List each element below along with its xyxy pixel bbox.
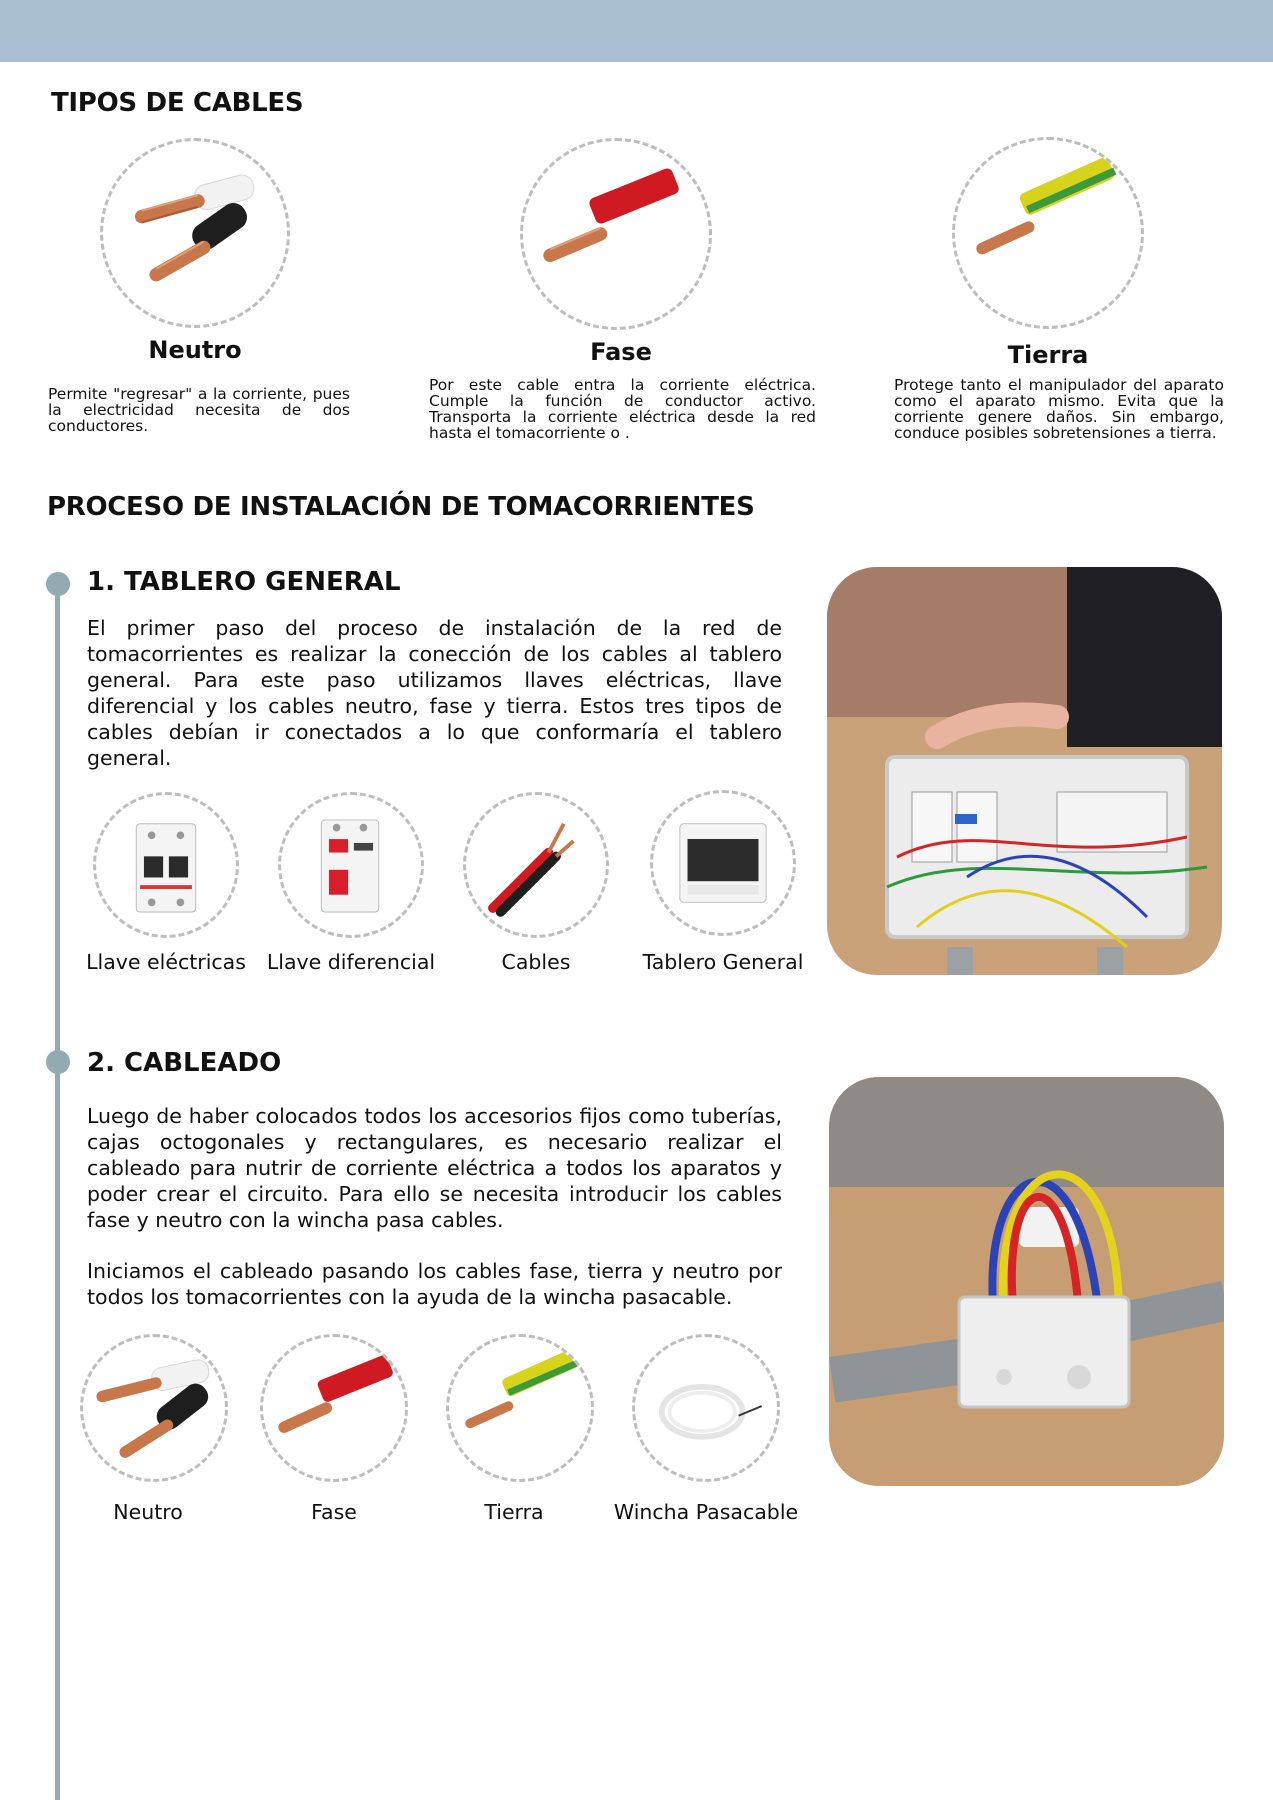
wincha-pasacable-image <box>632 1334 780 1482</box>
step-1-title: 1. TABLERO GENERAL <box>87 567 401 597</box>
wincha-pasacable-caption: Wincha Pasacable <box>613 1500 799 1524</box>
step-2-title: 2. CABLEADO <box>87 1048 282 1078</box>
neutro-item-image <box>80 1334 228 1482</box>
llave-electricas-image <box>93 792 239 938</box>
step-1-photo <box>827 567 1222 975</box>
fase-title: Fase <box>590 338 652 366</box>
tierra-description: Protege tanto el manipulador del aparato como el aparato mismo. Evita que la corriente genere daños. Sin embargo, conduce posibles sobretensiones a tierra. <box>894 376 1224 442</box>
fase-description: Por este cable entra la corriente eléctrica. Cumple la función de conductor activo. Transporta la corriente eléctrica desde la red hasta el tomacorriente o . <box>429 376 816 442</box>
step-2-paragraph-1: Luego de haber colocados todos los accesorios fijos como tuberías, cajas octogonales y rectangulares, es necesario realizar el cableado para nutrir de corriente eléctrica a todos los aparatos y poder crear el circuito. Para ello se necesita introducir los cables fase y neutro con la wincha pasa cables. <box>87 1104 782 1232</box>
neutro-title: Neutro <box>148 336 242 364</box>
fase-cable-image <box>520 138 712 330</box>
llave-diferencial-caption: Llave diferencial <box>266 950 436 974</box>
tierra-title: Tierra <box>1007 341 1089 369</box>
fase-item-caption: Fase <box>311 1500 357 1524</box>
step-1-paragraph: El primer paso del proceso de instalación de la red de tomacorrientes es realizar la conección de los cables al tablero general. Para este paso utilizamos llaves eléctricas, llave diferencial y los cables neutro, fase y tierra. Estos tres tipos de cables debían ir conectados a lo que conformaría el tablero general. <box>87 616 782 770</box>
cables-caption: Cables <box>501 950 571 974</box>
tierra-cable-image <box>952 137 1144 329</box>
tierra-item-caption: Tierra <box>484 1500 544 1524</box>
tablero-general-caption: Tablero General <box>642 950 804 974</box>
process-heading: PROCESO DE INSTALACIÓN DE TOMACORRIENTES <box>47 492 755 522</box>
neutro-cable-image <box>100 138 290 328</box>
header-band <box>0 0 1273 62</box>
cables-image <box>463 792 609 938</box>
neutro-description: Permite "regresar" a la corriente, pues la electricidad necesita de dos conductores. <box>48 385 350 435</box>
tierra-item-image <box>446 1334 594 1482</box>
step-2-paragraph-2: Iniciamos el cableado pasando los cables fase, tierra y neutro por todos los tomacorrientes con la ayuda de la wincha pasacable. <box>87 1259 782 1309</box>
tablero-general-image <box>650 790 796 936</box>
llave-diferencial-image <box>278 792 424 938</box>
neutro-item-caption: Neutro <box>113 1500 183 1524</box>
cable-types-heading: TIPOS DE CABLES <box>51 88 304 118</box>
timeline-dot-step-2 <box>46 1050 70 1074</box>
fase-item-image <box>260 1334 408 1482</box>
timeline-line <box>55 584 60 1800</box>
timeline-dot-step-1 <box>46 572 70 596</box>
llave-electricas-caption: Llave eléctricas <box>86 950 246 974</box>
step-2-photo <box>829 1077 1224 1486</box>
